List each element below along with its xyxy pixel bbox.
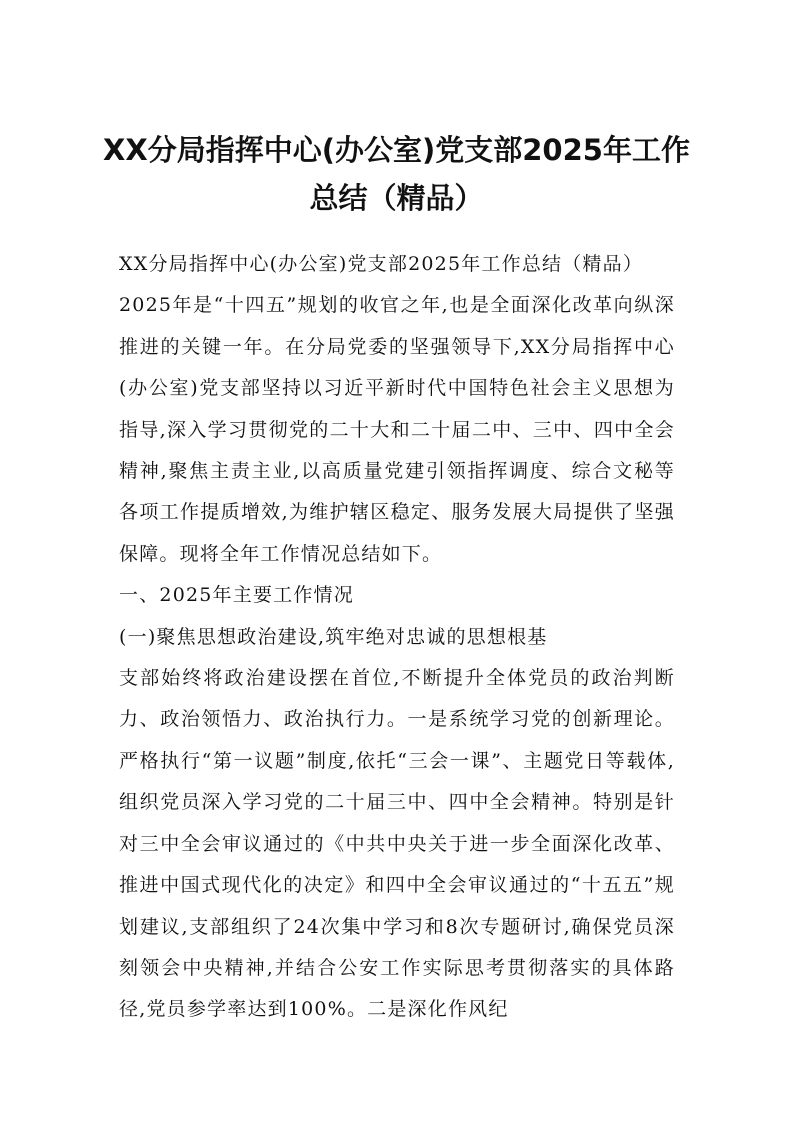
paragraph-subtitle: XX分局指挥中心(办公室)党支部2025年工作总结（精品）	[119, 253, 644, 275]
paragraph-intro: 2025年是“十四五”规划的收官之年,也是全面深化改革向纵深推进的关键一年。在分局党委的坚强领导下,XX分局指挥中心(办公室)党支部坚持以习近平新时代中国特色社会主义思想为指导,深入学习贯彻党的二十大和二十届二中、三中、四中全会精神,聚焦主责主业,以高质量党建引领指挥调度、综合文秘等各项工作提质增效,为维护辖区稳定、服务发展大局提供了坚强保障。现将全年工作情况总结如下。	[119, 294, 675, 565]
subsection-heading: (一)聚焦思想政治建设,筑牢绝对忠诚的思想根基	[119, 625, 548, 648]
document-title: XX分局指挥中心(办公室)党支部2025年工作总结（精品）	[103, 133, 690, 215]
document-body	[119, 244, 675, 1031]
paragraph-body: 支部始终将政治建设摆在首位,不断提升全体党员的政治判断力、政治领悟力、政治执行力。一是系统学习党的创新理论。严格执行“第一议题”制度,依托“三会一课”、主题党日等载体,组织党员深入学习党的二十届三中、四中全会精神。特别是针对三中全会审议通过的《中共中央关于进一步全面深化改革、推进中国式现代化的决定》和四中全会审议通过的“十五五”规划建议,支部组织了24次集中学习和8次专题研讨,确保党员深刻领会中央精神,并结合公安工作实际思考贯彻落实的具体路径,党员参学率达到100%。二是深化作风纪	[119, 667, 675, 1021]
section-heading: 一、2025年主要工作情况	[119, 584, 354, 607]
